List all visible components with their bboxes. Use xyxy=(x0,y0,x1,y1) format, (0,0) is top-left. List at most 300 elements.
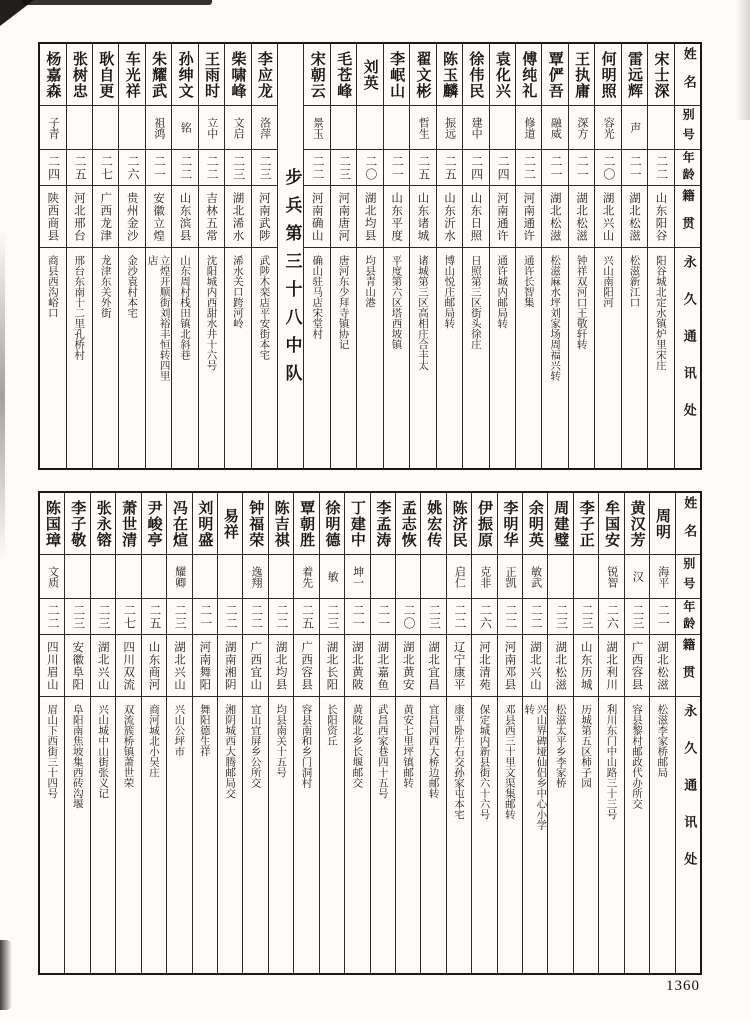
person-alias xyxy=(331,106,356,150)
person-address xyxy=(146,248,171,468)
person-column xyxy=(471,493,496,973)
person-native-place-text: 湖北浠水 xyxy=(231,191,246,242)
person-native-place xyxy=(516,186,541,248)
person-address-text: 商河城北小吴庄 xyxy=(147,704,160,778)
person-native-place xyxy=(599,635,623,697)
person-alias xyxy=(193,555,217,599)
header-name-label xyxy=(676,493,700,555)
person-address xyxy=(498,697,522,973)
person-name xyxy=(320,493,344,555)
person-native-place xyxy=(40,635,64,697)
header-place-label-text: 籍贯 xyxy=(680,189,696,244)
person-age-text: 二五 xyxy=(443,154,458,181)
person-age-text: 二一 xyxy=(390,154,405,181)
person-address xyxy=(320,697,344,973)
person-address-text: 保定城内新县街六十六号 xyxy=(478,704,491,820)
person-alias xyxy=(472,555,496,599)
header-alias-label xyxy=(676,555,700,599)
scan-artifact-bottom-left xyxy=(0,940,12,1010)
person-name xyxy=(542,44,567,106)
person-name-text: 刘英 xyxy=(361,58,380,91)
person-native-place xyxy=(490,186,515,248)
person-age-text: 二〇 xyxy=(601,154,616,181)
person-name xyxy=(199,44,224,106)
person-name-text: 宋士深 xyxy=(652,50,671,99)
person-alias-text: 子青 xyxy=(47,116,61,139)
person-alias xyxy=(252,106,277,150)
person-column xyxy=(624,493,649,973)
person-name xyxy=(294,493,318,555)
person-age-text: 二三 xyxy=(258,154,273,181)
person-name-text: 覃朝胜 xyxy=(298,499,317,548)
person-native-place xyxy=(119,186,144,248)
person-native-place xyxy=(345,635,369,697)
person-address xyxy=(421,697,445,973)
person-age xyxy=(167,599,191,635)
person-name-text: 陈吉祺 xyxy=(272,499,291,548)
person-name xyxy=(523,493,547,555)
person-column xyxy=(436,44,462,468)
person-address xyxy=(472,697,496,973)
person-name-text: 李应龙 xyxy=(255,50,274,99)
person-name xyxy=(304,44,329,106)
person-age-text: 二一 xyxy=(152,154,167,181)
person-age xyxy=(269,599,293,635)
person-name xyxy=(437,44,462,106)
person-native-place-text: 河南确山 xyxy=(310,191,325,242)
person-name-text: 杨嘉森 xyxy=(44,50,63,99)
person-address xyxy=(172,248,197,468)
person-alias xyxy=(65,555,89,599)
person-native-place-text: 河南唐河 xyxy=(337,191,352,242)
page-number: 1360 xyxy=(666,978,700,994)
header-address-label xyxy=(676,697,700,973)
person-address xyxy=(490,248,515,468)
person-name xyxy=(146,44,171,106)
person-native-place-text: 湖北松滋 xyxy=(548,191,563,242)
person-age xyxy=(371,599,395,635)
person-alias xyxy=(542,106,567,150)
person-address xyxy=(67,248,92,468)
person-age-text: 二二 xyxy=(452,603,467,630)
person-alias xyxy=(548,555,572,599)
person-address-text: 康平卧牛石交孙家屯本宅 xyxy=(453,704,466,820)
person-age-text: 二〇 xyxy=(363,154,378,181)
person-alias-text: 敏 xyxy=(326,571,340,582)
person-age-text: 二一 xyxy=(548,154,563,181)
person-native-place xyxy=(650,635,674,697)
person-name-text: 钟福荣 xyxy=(247,499,266,548)
person-native-place-text: 贵州金沙 xyxy=(125,191,140,242)
person-alias-text: 着先 xyxy=(300,565,314,588)
person-native-place-text: 湖北松滋 xyxy=(575,191,590,242)
person-native-place-text: 山东历城 xyxy=(579,640,594,691)
person-name xyxy=(40,493,64,555)
person-name-text: 耿自更 xyxy=(97,50,116,99)
person-name-text: 李子敬 xyxy=(69,499,88,548)
person-address xyxy=(65,697,89,973)
person-address xyxy=(396,697,420,973)
person-native-place-text: 湖南湘阴 xyxy=(223,640,238,691)
person-alias xyxy=(146,106,171,150)
person-age-text: 二三 xyxy=(71,603,86,630)
person-column xyxy=(145,44,171,468)
person-alias xyxy=(625,555,649,599)
person-age xyxy=(172,150,197,186)
person-age-text: 二二 xyxy=(274,603,289,630)
person-native-place xyxy=(421,635,445,697)
person-column xyxy=(171,44,197,468)
person-address-text: 均县南关十五号 xyxy=(275,704,288,778)
person-address-text: 邓县西三十里文渠集邮转 xyxy=(503,704,516,820)
person-age-text: 二五 xyxy=(300,603,315,630)
person-address xyxy=(437,248,462,468)
person-name xyxy=(463,44,488,106)
person-address xyxy=(523,697,547,973)
header-age-label xyxy=(676,599,700,635)
person-name-text: 翟文彬 xyxy=(414,50,433,99)
person-column xyxy=(330,44,356,468)
person-column xyxy=(303,44,329,468)
unit-title-column xyxy=(277,44,303,468)
person-address-text: 容县南和乡门洞村 xyxy=(300,704,313,788)
person-address-text: 湘阴城西大腾邮局交 xyxy=(224,704,237,799)
person-alias-text: 立中 xyxy=(205,116,219,139)
person-native-place xyxy=(243,635,267,697)
person-name xyxy=(516,44,541,106)
person-native-place-text: 河南武陟 xyxy=(257,191,272,242)
person-name-text: 张树忠 xyxy=(70,50,89,99)
person-age xyxy=(93,150,118,186)
person-age xyxy=(599,599,623,635)
person-name-text: 孟志恢 xyxy=(399,499,418,548)
person-address-text: 武昌西家巷四十五号 xyxy=(376,704,389,799)
person-address xyxy=(595,248,620,468)
person-alias-text: 铭 xyxy=(179,122,193,133)
person-native-place xyxy=(648,186,673,248)
person-age-text: 二一 xyxy=(656,603,671,630)
header-place-label-text: 籍贯 xyxy=(680,638,696,693)
person-alias-text: 建中 xyxy=(470,116,484,139)
header-place-label xyxy=(675,186,700,248)
person-alias xyxy=(622,106,647,150)
person-address xyxy=(574,697,598,973)
person-native-place xyxy=(218,635,242,697)
person-name-text: 柴啸峰 xyxy=(229,50,248,99)
person-age xyxy=(294,599,318,635)
person-alias xyxy=(447,555,471,599)
person-name-text: 牟国安 xyxy=(603,499,622,548)
person-address xyxy=(91,697,115,973)
person-name xyxy=(218,493,242,555)
person-address-text: 武陟木栾店平安街本宅 xyxy=(258,255,271,360)
person-alias-text: 修道 xyxy=(522,116,536,139)
person-age xyxy=(40,599,64,635)
person-alias-text: 振远 xyxy=(443,116,457,139)
person-column xyxy=(515,44,541,468)
person-alias xyxy=(218,555,242,599)
person-alias-text: 锐智 xyxy=(605,565,619,588)
person-native-place-text: 湖北嘉鱼 xyxy=(376,640,391,691)
person-age-text: 二三 xyxy=(630,603,645,630)
person-alias xyxy=(225,106,250,150)
person-address-text: 历城第五区柿子园 xyxy=(580,704,593,788)
person-name xyxy=(116,493,140,555)
person-address-text: 商县西沟峪口 xyxy=(46,255,59,318)
person-column xyxy=(242,493,267,973)
person-address xyxy=(463,248,488,468)
person-age xyxy=(542,150,567,186)
person-native-place-text: 河北邢台 xyxy=(72,191,87,242)
registry-table-top xyxy=(38,42,702,470)
person-column xyxy=(568,44,594,468)
person-age xyxy=(199,150,224,186)
person-alias xyxy=(599,555,623,599)
person-native-place-text: 广西容县 xyxy=(630,640,645,691)
person-native-place-text: 湖北均县 xyxy=(274,640,289,691)
person-name-text: 丁建中 xyxy=(348,499,367,548)
person-native-place-text: 安徽立煌 xyxy=(152,191,167,242)
person-alias-text: 文质 xyxy=(46,565,60,588)
person-address xyxy=(294,697,318,973)
person-age xyxy=(463,150,488,186)
person-name xyxy=(569,44,594,106)
registry-tables xyxy=(38,42,702,975)
person-age-text: 二三 xyxy=(325,603,340,630)
person-age-text: 二五 xyxy=(73,154,88,181)
person-native-place-text: 广西容县 xyxy=(300,640,315,691)
person-native-place xyxy=(269,635,293,697)
person-name xyxy=(472,493,496,555)
person-name xyxy=(225,44,250,106)
person-native-place-text: 湖北黄陂 xyxy=(350,640,365,691)
person-column xyxy=(166,493,191,973)
person-alias xyxy=(243,555,267,599)
person-native-place xyxy=(91,635,115,697)
person-address-text: 唐河东少拜寺镇协记 xyxy=(337,255,350,350)
person-column xyxy=(356,44,382,468)
person-address xyxy=(371,697,395,973)
person-column xyxy=(541,44,567,468)
person-alias xyxy=(345,555,369,599)
person-age-text: 二〇 xyxy=(402,603,417,630)
person-alias xyxy=(93,106,118,150)
person-column xyxy=(293,493,318,973)
person-alias-text: 逸翔 xyxy=(249,565,263,588)
person-age xyxy=(447,599,471,635)
person-native-place xyxy=(357,186,382,248)
person-address-text: 金沙袁村本宅 xyxy=(126,255,139,318)
person-age xyxy=(498,599,522,635)
person-name xyxy=(599,493,623,555)
person-age-text: 二四 xyxy=(469,154,484,181)
person-alias-text: 海平 xyxy=(656,565,670,588)
person-alias xyxy=(384,106,409,150)
person-address-text: 邢台东南十二里孔桥村 xyxy=(73,255,86,360)
person-age-text: 二一 xyxy=(628,154,643,181)
person-name xyxy=(490,44,515,106)
person-name-text: 周明 xyxy=(653,507,672,540)
person-alias xyxy=(516,106,541,150)
person-native-place-text: 湖北兴山 xyxy=(528,640,543,691)
person-address-text: 宜昌河西大桥边邮转 xyxy=(427,704,440,799)
person-address xyxy=(225,248,250,468)
person-age xyxy=(648,150,673,186)
person-name xyxy=(622,44,647,106)
person-address-text: 利川东门中山路三十三号 xyxy=(605,704,618,820)
person-native-place xyxy=(498,635,522,697)
person-alias-text: 声 xyxy=(628,122,642,133)
person-column xyxy=(446,493,471,973)
person-address-text: 通许长智集 xyxy=(522,255,535,308)
person-native-place xyxy=(542,186,567,248)
person-address-text: 博山悦庄邮局转 xyxy=(443,255,456,329)
person-alias-text: 坤一 xyxy=(351,565,365,588)
person-native-place xyxy=(142,635,166,697)
person-alias-text: 融威 xyxy=(549,116,563,139)
person-alias xyxy=(40,106,65,150)
person-name-text: 毛苍峰 xyxy=(335,50,354,99)
person-age xyxy=(548,599,572,635)
person-alias xyxy=(91,555,115,599)
registry-table-bottom xyxy=(38,491,702,975)
person-alias xyxy=(421,555,445,599)
person-address xyxy=(243,697,267,973)
person-age xyxy=(40,150,65,186)
person-column xyxy=(647,44,673,468)
person-age xyxy=(119,150,144,186)
person-column xyxy=(224,44,250,468)
person-alias-text: 哲生 xyxy=(417,116,431,139)
person-address-text: 舞阳德生祥 xyxy=(198,704,211,757)
person-age-text: 二二 xyxy=(654,154,669,181)
person-native-place-text: 湖北兴山 xyxy=(601,191,616,242)
person-name-text: 朱耀武 xyxy=(150,50,169,99)
person-column xyxy=(198,44,224,468)
person-name-text: 王雨时 xyxy=(203,50,222,99)
person-name xyxy=(498,493,522,555)
person-address-text: 眉山下西街三十四号 xyxy=(46,704,59,799)
person-native-place xyxy=(225,186,250,248)
person-name-text: 李孟涛 xyxy=(374,499,393,548)
person-address-text: 双流簇桥镇萧世荣 xyxy=(122,704,135,788)
person-column xyxy=(497,493,522,973)
person-alias xyxy=(490,106,515,150)
person-name-text: 伊振原 xyxy=(476,499,495,548)
person-address-text: 阜阳南焦坡集西砖沟堰 xyxy=(71,704,84,809)
person-column xyxy=(649,493,674,973)
person-native-place-text: 山东日照 xyxy=(469,191,484,242)
person-address-text: 确山驻马店宋堂村 xyxy=(311,255,324,339)
person-alias xyxy=(574,555,598,599)
person-native-place-text: 河北清苑 xyxy=(478,640,493,691)
person-address xyxy=(119,248,144,468)
person-address xyxy=(199,248,224,468)
person-age-text: 二三 xyxy=(427,603,442,630)
header-alias-label xyxy=(675,106,700,150)
person-address-text: 黄安七里坪镇邮转 xyxy=(402,704,415,788)
person-address xyxy=(167,697,191,973)
person-alias xyxy=(116,555,140,599)
person-address xyxy=(252,248,277,468)
person-alias-text: 祖鸿 xyxy=(152,116,166,139)
person-age-text: 二二 xyxy=(311,154,326,181)
person-age xyxy=(569,150,594,186)
person-native-place-text: 湖北黄安 xyxy=(401,640,416,691)
table-header-column xyxy=(674,44,700,468)
person-address xyxy=(116,697,140,973)
person-native-place-text: 山东滨县 xyxy=(178,191,193,242)
person-age-text: 二六 xyxy=(125,154,140,181)
header-age-label-text: 年龄 xyxy=(681,150,696,185)
person-address-text: 诸城第三区高相庄合丰太 xyxy=(416,255,429,371)
person-name-text: 余明英 xyxy=(526,499,545,548)
person-address xyxy=(548,697,572,973)
person-name xyxy=(193,493,217,555)
person-address xyxy=(650,697,674,973)
person-name xyxy=(65,493,89,555)
person-address-text: 宜山宜屏乡公所交 xyxy=(249,704,262,788)
person-name-text: 冯在煊 xyxy=(170,499,189,548)
person-name-text: 徐明德 xyxy=(323,499,342,548)
person-age-text: 二二 xyxy=(249,603,264,630)
person-column xyxy=(66,44,92,468)
person-age-text: 二六 xyxy=(605,603,620,630)
person-column xyxy=(594,44,620,468)
person-address xyxy=(542,248,567,468)
person-age-text: 二三 xyxy=(580,603,594,630)
person-name xyxy=(625,493,649,555)
person-native-place-text: 吉林五常 xyxy=(205,191,220,242)
person-name-text: 李岷山 xyxy=(388,50,407,99)
person-alias xyxy=(523,555,547,599)
person-age xyxy=(472,599,496,635)
person-alias xyxy=(172,106,197,150)
person-address-text: 兴山南阳河 xyxy=(602,255,614,308)
person-name xyxy=(142,493,166,555)
person-alias-text: 文启 xyxy=(232,116,246,139)
person-native-place xyxy=(569,186,594,248)
person-age xyxy=(91,599,115,635)
person-alias xyxy=(595,106,620,150)
person-address-text: 阳谷城北定水镇炉里宋庄 xyxy=(654,255,667,371)
person-address xyxy=(93,248,118,468)
person-name xyxy=(357,44,382,106)
person-alias-text: 景玉 xyxy=(311,116,325,139)
person-name xyxy=(648,44,673,106)
person-address xyxy=(218,697,242,973)
person-age xyxy=(116,599,140,635)
person-age-text: 二七 xyxy=(122,603,137,630)
person-address xyxy=(410,248,435,468)
person-alias xyxy=(320,555,344,599)
person-alias-text: 容光 xyxy=(602,116,616,139)
person-name xyxy=(345,493,369,555)
person-name-text: 车光祥 xyxy=(123,50,142,99)
person-alias xyxy=(40,555,64,599)
person-column xyxy=(141,493,166,973)
person-native-place-text: 湖北均县 xyxy=(363,191,378,242)
person-age xyxy=(396,599,420,635)
person-address xyxy=(648,248,673,468)
person-native-place xyxy=(116,635,140,697)
person-column xyxy=(90,493,115,973)
person-alias xyxy=(167,555,191,599)
person-name-text: 姚宏传 xyxy=(425,499,444,548)
person-native-place xyxy=(331,186,356,248)
person-native-place-text: 山东平度 xyxy=(390,191,405,242)
person-native-place xyxy=(463,186,488,248)
